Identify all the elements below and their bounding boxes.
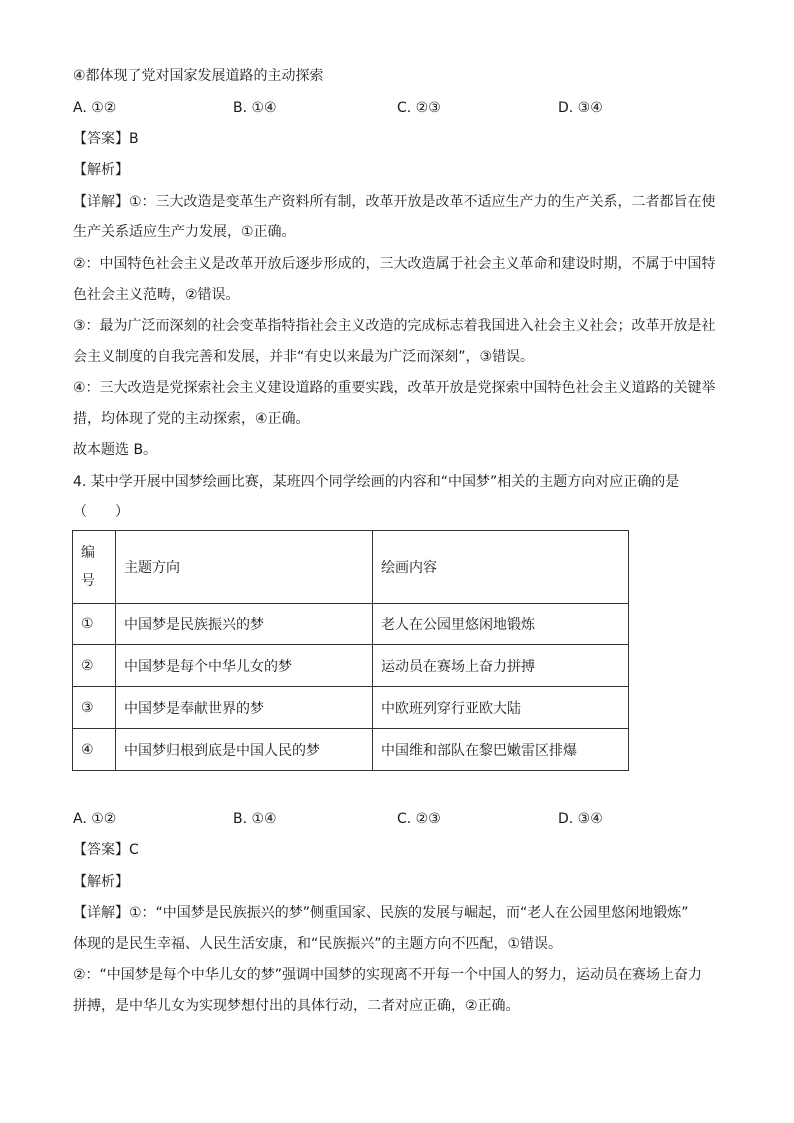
q3-option-a: A. ①② bbox=[73, 100, 117, 116]
q4-detail-line: 【详解】①：“中国梦是民族振兴的梦”侧重国家、民族的发展与崛起，而“老人在公园里悠闲地锻炼” bbox=[73, 905, 689, 921]
q4-analysis-label: 【解析】 bbox=[73, 874, 129, 890]
q3-detail-line: 措，均体现了党的主动探索，④正确。 bbox=[73, 411, 310, 427]
table-cell-number: ① bbox=[73, 604, 116, 645]
table-header-theme: 主题方向 bbox=[116, 531, 373, 604]
q3-statement-4: ④都体现了党对国家发展道路的主动探索 bbox=[73, 68, 324, 84]
q3-detail-line: ④：三大改造是党探索社会主义建设道路的重要实践，改革开放是党探索中国特色社会主义道路的关键举 bbox=[73, 380, 716, 396]
table-cell-number: ④ bbox=[73, 729, 116, 771]
table-cell-theme: 中国梦是民族振兴的梦 bbox=[116, 604, 373, 645]
q4-option-d: D. ③④ bbox=[558, 811, 603, 827]
q4-option-c: C. ②③ bbox=[397, 811, 441, 827]
q3-detail-line: 会主义制度的自我完善和发展，并非“有史以来最为广泛而深刻”，③错误。 bbox=[73, 349, 535, 365]
header-number-text: 编号 bbox=[81, 545, 95, 589]
q3-analysis-label: 【解析】 bbox=[73, 162, 129, 178]
q4-stem-blank: （ ） bbox=[73, 504, 129, 520]
table-cell-content: 中国维和部队在黎巴嫩雷区排爆 bbox=[373, 729, 629, 771]
q4-detail-line: 体现的是民生幸福、人民生活安康，和“民族振兴”的主题方向不匹配，①错误。 bbox=[73, 936, 563, 952]
q4-detail-line: ②：“中国梦是每个中华儿女的梦”强调中国梦的实现离不开每一个中国人的努力，运动员在赛场上奋力 bbox=[73, 967, 703, 983]
table-cell-content: 中欧班列穿行亚欧大陆 bbox=[373, 687, 629, 729]
table-header-content: 绘画内容 bbox=[373, 531, 629, 604]
q3-option-d: D. ③④ bbox=[558, 100, 603, 116]
table-cell-theme: 中国梦是奉献世界的梦 bbox=[116, 687, 373, 729]
table-cell-theme: 中国梦是每个中华儿女的梦 bbox=[116, 645, 373, 687]
q3-detail-line: 生产关系适应生产力发展，①正确。 bbox=[73, 224, 296, 240]
q4-option-b: B. ①④ bbox=[233, 811, 277, 827]
table-cell-content: 运动员在赛场上奋力拼搏 bbox=[373, 645, 629, 687]
table-row bbox=[73, 604, 629, 645]
q3-answer: 【答案】B bbox=[73, 131, 139, 147]
table-row bbox=[73, 645, 629, 687]
q3-detail-line: 色社会主义范畴，②错误。 bbox=[73, 287, 240, 303]
table-cell-theme: 中国梦归根到底是中国人民的梦 bbox=[116, 729, 373, 771]
table-row bbox=[73, 687, 629, 729]
q3-detail-line: ②：中国特色社会主义是改革开放后逐步形成的，三大改造属于社会主义革命和建设时期，不属于中国特 bbox=[73, 256, 716, 272]
q4-detail-line: 拼搏，是中华儿女为实现梦想付出的具体行动，二者对应正确，②正确。 bbox=[73, 998, 520, 1014]
q3-options bbox=[73, 98, 633, 118]
q3-detail-line: ③：最为广泛而深刻的社会变革指特指社会主义改造的完成标志着我国进入社会主义社会；改革开放是社 bbox=[73, 318, 716, 334]
q4-option-a: A. ①② bbox=[73, 811, 117, 827]
table-row bbox=[73, 729, 629, 771]
q4-table bbox=[72, 530, 629, 771]
q3-conclusion: 故本题选 B。 bbox=[73, 442, 158, 458]
table-header-row bbox=[73, 531, 629, 604]
q3-detail-line: 【详解】①：三大改造是变革生产资料所有制，改革开放是改革不适应生产力的生产关系，二者都旨在使 bbox=[73, 194, 716, 210]
q4-stem: 4. 某中学开展中国梦绘画比赛，某班四个同学绘画的内容和“中国梦”相关的主题方向对应正确的是 bbox=[73, 474, 680, 490]
table-cell-number: ② bbox=[73, 645, 116, 687]
q4-answer: 【答案】C bbox=[73, 842, 139, 858]
q4-options bbox=[73, 809, 633, 829]
table-cell-number: ③ bbox=[73, 687, 116, 729]
q3-option-c: C. ②③ bbox=[397, 100, 441, 116]
table-header-number bbox=[73, 531, 116, 604]
q3-option-b: B. ①④ bbox=[233, 100, 277, 116]
table-cell-content: 老人在公园里悠闲地锻炼 bbox=[373, 604, 629, 645]
